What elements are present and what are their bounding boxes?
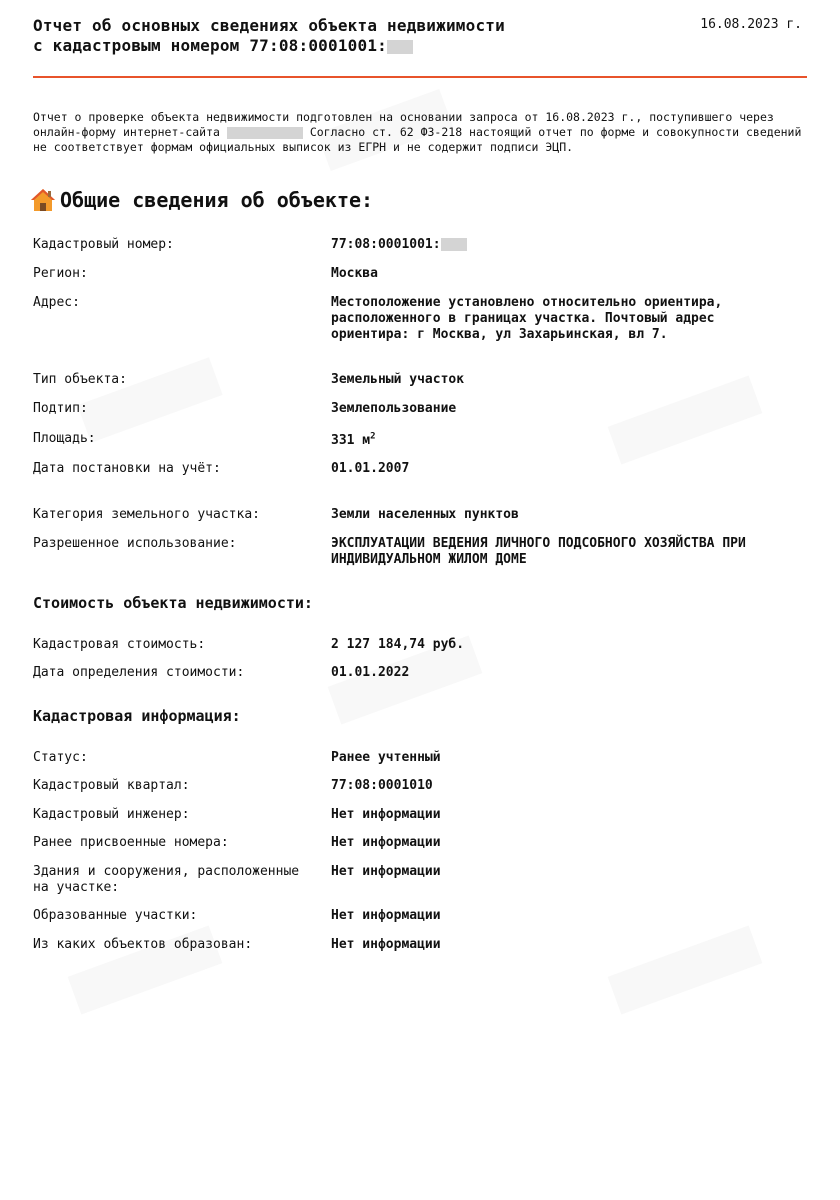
row-value: Нет информации: [331, 835, 441, 850]
house-icon: [30, 188, 56, 212]
intro-paragraph: [33, 110, 803, 155]
row-label: Кадастровый квартал:: [33, 778, 190, 793]
cadastral-number-value: 77:08:0001001:: [331, 237, 441, 252]
row-value: Москва: [331, 266, 378, 281]
general-section-label: Общие сведения об объекте:: [60, 188, 374, 212]
row-label: Кадастровый номер:: [33, 237, 174, 252]
redacted-block: [441, 238, 467, 251]
row-value: Нет информации: [331, 908, 441, 923]
row-label: Площадь:: [33, 431, 96, 446]
general-section-title: [30, 187, 373, 213]
row-label: Регион:: [33, 266, 88, 281]
row-value: 2 127 184,74 руб.: [331, 637, 465, 652]
row-value: 77:08:0001010: [331, 778, 433, 793]
row-label: Кадастровая стоимость:: [33, 637, 206, 652]
cost-section-title: Стоимость объекта недвижимости:: [33, 594, 313, 612]
row-value: Нет информации: [331, 937, 441, 952]
row-label: Кадастровый инженер:: [33, 807, 190, 822]
row-value: Нет информации: [331, 807, 441, 822]
area-unit-superscript: 2: [370, 431, 376, 442]
row-label: Здания и сооружения, расположенные на участке:: [33, 864, 300, 895]
row-label: Подтип:: [33, 401, 88, 416]
watermark: [608, 376, 763, 465]
intro-part2: Согласно ст. 62 ФЗ-218 настоящий отчет по форме и совокупности сведений не соответствует формам официальных выписок из ЕГРН и не содержит подписи ЭЦП.: [33, 125, 802, 154]
row-label: Ранее присвоенные номера:: [33, 835, 229, 850]
row-value: [331, 433, 771, 449]
report-title-line1: Отчет об основных сведениях объекта недвижимости: [33, 16, 505, 35]
row-value: Землепользование: [331, 401, 457, 416]
watermark: [77, 357, 222, 442]
redacted-block: [387, 40, 413, 54]
row-label: Дата определения стоимости:: [33, 665, 245, 680]
row-value: Нет информации: [331, 864, 441, 879]
area-value: 331 м: [331, 433, 371, 448]
report-title-cadastral: с кадастровым номером 77:08:0001001:: [33, 36, 387, 55]
report-title-line2: [33, 36, 653, 56]
row-label: Статус:: [33, 750, 88, 765]
row-value: [331, 237, 771, 253]
row-value: Местоположение установлено относительно ориентира, расположенного в границах участка. Почтовый адрес ориентира: г Москва, ул Захарьинская, вл 7.: [331, 295, 723, 342]
intro-part1: Отчет о проверке объекта недвижимости подготовлен на основании запроса от 16.08.2023 г., поступившего через онлайн-форму интернет-сайта: [33, 110, 774, 139]
report-date: 16.08.2023 г.: [700, 17, 802, 32]
row-label: Дата постановки на учёт:: [33, 461, 221, 476]
header-divider: [33, 76, 807, 78]
row-label: Тип объекта:: [33, 372, 127, 387]
row-value: 01.01.2007: [331, 461, 410, 476]
row-value: Земельный участок: [331, 372, 465, 387]
redacted-block: [227, 127, 303, 139]
row-label: Категория земельного участка:: [33, 507, 260, 522]
row-label: Разрешенное использование:: [33, 536, 237, 551]
row-label: Образованные участки:: [33, 908, 198, 923]
row-value: Земли населенных пунктов: [331, 507, 519, 522]
row-value: Ранее учтенный: [331, 750, 441, 765]
row-label: Из каких объектов образован:: [33, 937, 253, 952]
cadastral-section-title: Кадастровая информация:: [33, 707, 241, 725]
row-label: Адрес:: [33, 295, 80, 310]
row-value: ЭКСПЛУАТАЦИИ ВЕДЕНИЯ ЛИЧНОГО ПОДСОБНОГО ХОЗЯЙСТВА ПРИ ИНДИВИДУАЛЬНОМ ЖИЛОМ ДОМЕ: [331, 536, 746, 567]
row-value: 01.01.2022: [331, 665, 410, 680]
report-title: [33, 16, 653, 56]
